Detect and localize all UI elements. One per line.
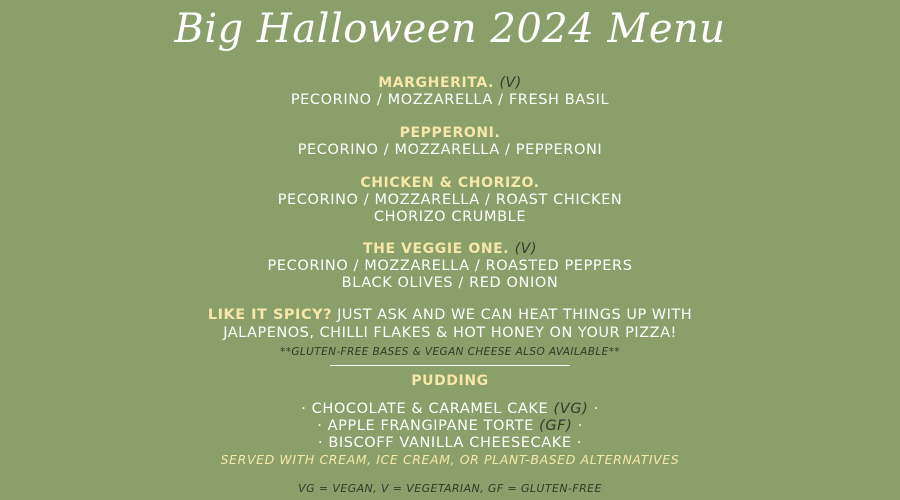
spicy-text-2: JALAPENOS, CHILLI FLAKES & HOT HONEY ON YOUR PIZZA! xyxy=(223,325,677,341)
diet-tag: (V) xyxy=(499,75,522,91)
pizza-ingredients: BLACK OLIVES / RED ONION xyxy=(341,275,559,291)
pizza-name: CHICKEN & CHORIZO. xyxy=(360,175,540,191)
pudding-heading: PUDDING xyxy=(411,373,489,389)
pizza-name: PEPPERONI. xyxy=(399,125,501,141)
pudding-item: · APPLE FRANGIPANE TORTE (GF) · xyxy=(317,418,583,434)
pizza-ingredients: PECORINO / MOZZARELLA / FRESH BASIL xyxy=(290,92,610,108)
gluten-note: **GLUTEN-FREE BASES & VEGAN CHEESE ALSO AVAILABLE** xyxy=(280,346,620,358)
pudding-list xyxy=(0,401,900,467)
diet-legend: VG = VEGAN, V = VEGETARIAN, GF = GLUTEN-FREE xyxy=(298,482,602,495)
pizza-ingredients: PECORINO / MOZZARELLA / PEPPERONI xyxy=(297,142,603,158)
pizza-ingredients: PECORINO / MOZZARELLA / ROAST CHICKEN xyxy=(277,192,623,208)
pizza-ingredients: PECORINO / MOZZARELLA / ROASTED PEPPERS xyxy=(267,258,633,274)
served-with: SERVED WITH CREAM, ICE CREAM, OR PLANT-BASED ALTERNATIVES xyxy=(220,452,680,467)
pudding-item: · BISCOFF VANILLA CHEESECAKE · xyxy=(317,435,583,451)
pizza-chicken-chorizo xyxy=(0,174,900,226)
menu-title: Big Halloween 2024 Menu xyxy=(174,6,726,52)
pizza-pepperoni xyxy=(0,124,900,159)
pudding-item: · CHOCOLATE & CARAMEL CAKE (VG) · xyxy=(301,401,599,417)
spicy-note xyxy=(0,306,900,342)
pizza-name: THE VEGGIE ONE. xyxy=(362,241,510,257)
pizza-name: MARGHERITA. xyxy=(378,75,494,91)
spicy-text: JUST ASK AND WE CAN HEAT THINGS UP WITH xyxy=(337,307,693,323)
pizza-veggie xyxy=(0,240,900,292)
pizza-margherita xyxy=(0,74,900,109)
pizza-ingredients: CHORIZO CRUMBLE xyxy=(373,209,527,225)
diet-tag: (V) xyxy=(514,241,538,257)
spicy-highlight: LIKE IT SPICY? xyxy=(207,307,333,323)
diet-tag: (VG) xyxy=(553,401,589,417)
diet-tag: (GF) xyxy=(539,418,573,434)
divider xyxy=(330,365,570,366)
